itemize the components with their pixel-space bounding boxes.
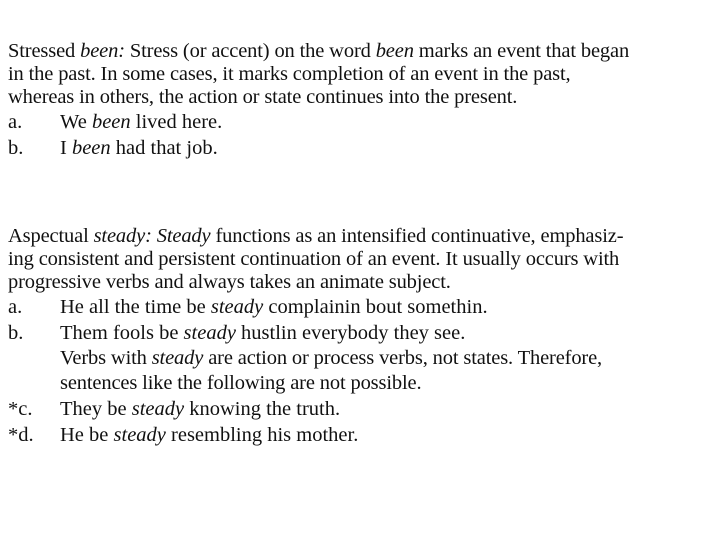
example-text <box>60 135 218 161</box>
term-steady: steady <box>210 296 264 318</box>
note-line2: sentences like the following are not possible. <box>60 372 422 394</box>
example-label: b. <box>8 137 24 159</box>
example-label: *c. <box>8 398 33 420</box>
example-label: a. <box>8 111 23 133</box>
term-steady: steady <box>131 398 185 420</box>
text-run: He all the time be <box>60 296 211 318</box>
example-label: a. <box>8 296 23 318</box>
example-a <box>8 294 623 320</box>
text-run: We <box>60 111 92 133</box>
term-been: been: <box>80 40 125 62</box>
term-steady: steady <box>151 347 204 369</box>
example-d <box>8 422 623 448</box>
note-line1 <box>8 346 623 371</box>
text-run: knowing the truth. <box>184 398 341 420</box>
text-run: marks an event that began <box>413 40 630 62</box>
example-b <box>8 320 623 346</box>
example-text <box>60 294 488 320</box>
stressed-been-section <box>8 40 629 161</box>
section2-line3: progressive verbs and always takes an animate subject. <box>8 271 451 293</box>
term-steady: steady <box>183 322 236 344</box>
term-steady: steady <box>113 424 166 446</box>
text-run: Stressed <box>8 40 81 62</box>
section1-line1 <box>8 40 629 63</box>
example-b <box>8 135 629 161</box>
text-run: Them fools be <box>60 322 184 344</box>
section2-line1 <box>8 225 623 248</box>
section2-line2: ing consistent and persistent continuation of an event. It usually occurs with <box>8 248 620 270</box>
text-run: had that job. <box>110 137 218 159</box>
example-text <box>60 396 340 422</box>
term-been: been <box>375 40 414 62</box>
example-a <box>8 109 629 135</box>
example-text <box>60 109 222 135</box>
text-run: They be <box>60 398 132 420</box>
example-text <box>60 320 465 346</box>
text-run: Stress (or accent) on the word <box>124 40 376 62</box>
text-run: Verbs with <box>60 347 152 369</box>
example-text <box>60 422 358 448</box>
text-run: functions as an intensified continuative, emphasiz- <box>210 225 624 247</box>
term-been: been <box>71 137 111 159</box>
aspectual-steady-section <box>8 225 623 448</box>
text-run: hustlin everybody they see. <box>235 322 466 344</box>
example-label: *d. <box>8 424 34 446</box>
text-run: Aspectual <box>8 225 94 247</box>
text-run: complainin bout somethin. <box>263 296 488 318</box>
section1-line2: in the past. In some cases, it marks completion of an event in the past, <box>8 63 571 85</box>
text-run: resembling his mother. <box>165 424 359 446</box>
text-run: I <box>60 137 72 159</box>
section1-line3: whereas in others, the action or state continues into the present. <box>8 86 518 108</box>
text-run: are action or process verbs, not states. Therefore, <box>203 347 603 369</box>
term-been: been <box>91 111 131 133</box>
example-label: b. <box>8 322 24 344</box>
text-run: lived here. <box>130 111 223 133</box>
example-c <box>8 396 623 422</box>
term-steady: steady: Steady <box>93 225 211 247</box>
text-run: He be <box>60 424 114 446</box>
